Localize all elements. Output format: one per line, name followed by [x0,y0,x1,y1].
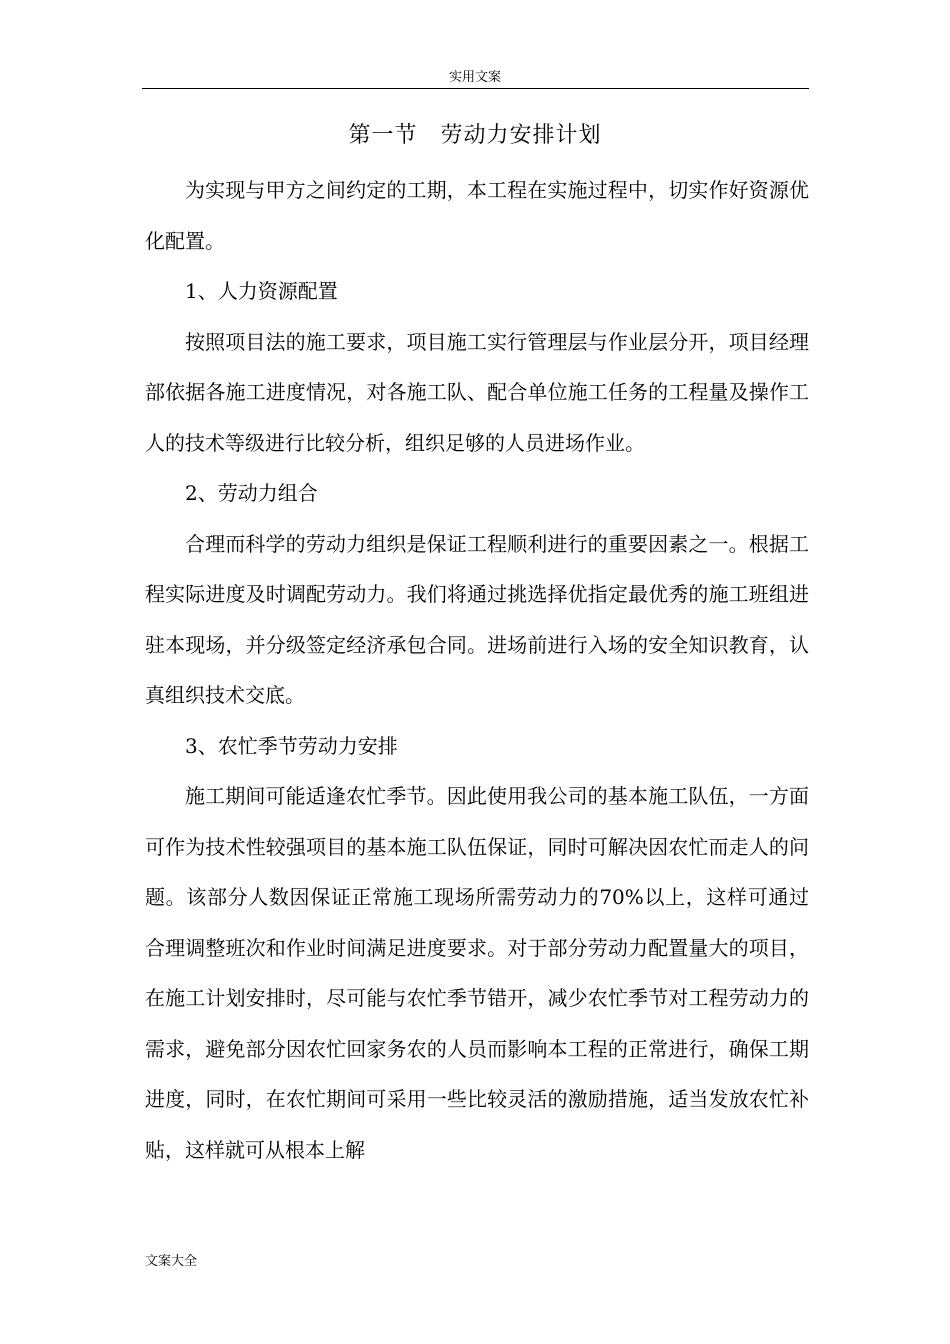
paragraph-human-resources: 按照项目法的施工要求，项目施工实行管理层与作业层分开，项目经理部依据各施工进度情况，对各施工队、配合单位施工任务的工程量及操作工人的技术等级进行比较分析，组织足够的人员进场作业。 [145,329,809,455]
page-footer: 文案大全 [145,1254,198,1269]
heading-human-resources: 1、人力资源配置 [185,279,338,303]
document-body [145,165,809,1175]
page-header: 实用文案 [448,70,501,85]
paragraph-busy-season: 施工期间可能适逢农忙季节。因此使用我公司的基本施工队伍，一方面可作为技术性较强项目的基本施工队伍保证，同时可解决因农忙而走人的问题。该部分人数因保证正常施工现场所需劳动力的70%以上，这样可通过合理调整班次和作业时间满足进度要求。对于部分劳动力配置量大的项目，在施工计划安排时，尽可能与农忙季节错开，减少农忙季节对工程劳动力的需求，避免部分因农忙回家务农的人员而影响本工程的正常进行，确保工期进度，同时，在农忙期间可采用一些比较灵活的激励措施，适当发放农忙补贴，这样就可从根本上解 [145,784,809,1162]
heading-busy-season: 3、农忙季节劳动力安排 [185,733,398,758]
paragraph-intro: 为实现与甲方之间约定的工期，本工程在实施过程中，切实作好资源优化配置。 [145,178,809,253]
section-title: 第一节 劳动力安排计划 [348,123,602,148]
header-divider [142,88,809,89]
heading-labor-combination: 2、劳动力组合 [185,481,318,505]
paragraph-labor-combination: 合理而科学的劳动力组织是保证工程顺利进行的重要因素之一。根据工程实际进度及时调配劳动力。我们将通过挑选择优指定最优秀的施工班组进驻本现场，并分级签定经济承包合同。进场前进行入场的安全知识教育，认真组织技术交底。 [145,531,809,707]
